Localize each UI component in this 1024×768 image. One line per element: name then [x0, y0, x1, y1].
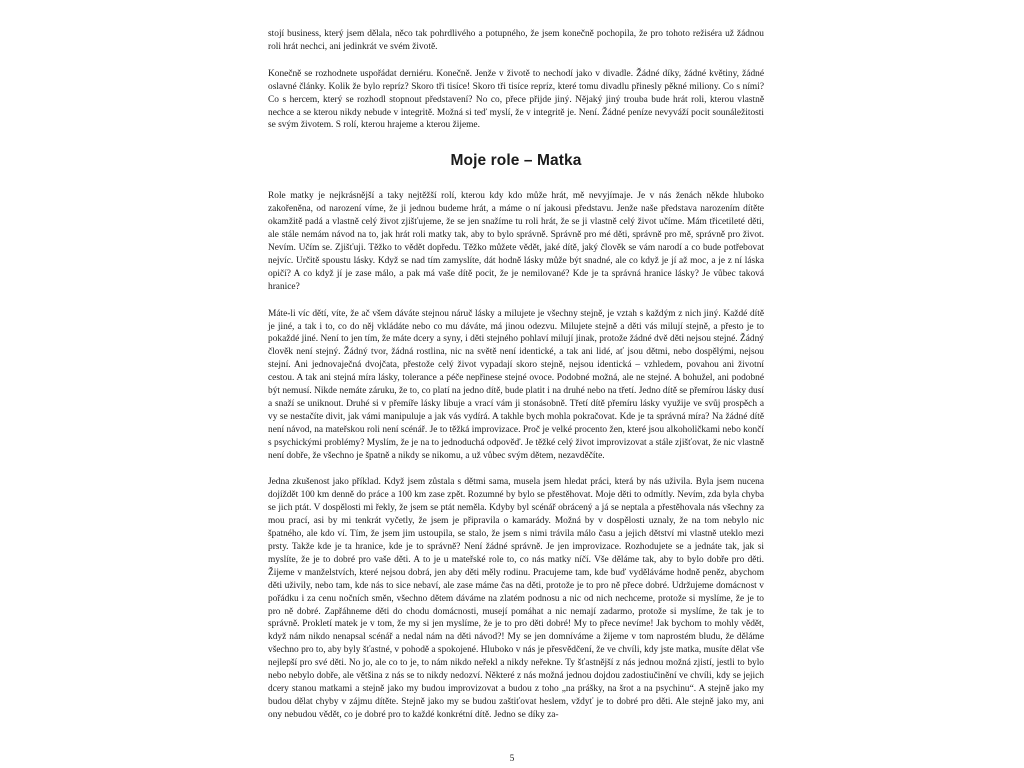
paragraph-body-3: Jedna zkušenost jako příklad. Když jsem zůstala s dětmi sama, musela jsem hledat práci, která by nás uživila. Byla jsem nucena dojíždět 100 km denně do práce a 100 km zase zpět. Rozumné by bylo se přestěhovat. Moje děti to odmítly. Nevím, zda byla chyba se jich ptát. V dospělosti mi řekly, že jsem se ptát neměla. Kdyby byl scénář obrácený a já se neptala a přestěhovala nás všechny za mou prací, asi by mi tenkrát vyčetly, že jsem je připravila o kamarády. Možná by v dospělosti uznaly, že na tom nebylo nic špatného, ale kdo ví. Tím, že jsem jim ustoupila, se stalo, že jsem s nimi trávila málo času a jejich dětství mi vlastně uteklo mezi prsty. Takže kde je ta hranice, kde je to správně? Není žádné správně. Je jen improvizace. Rozhodujete se a jednáte tak, jak si myslíte, že je to dobré pro vaše děti. A to je u mateřské role to, co nás matky níčí. Vše děláme tak, aby to bylo dobře pro děti. Žijeme v manželstvích, které nejsou dobrá, jen aby děti měly rodinu. Pracujeme tam, kde buď vyděláváme hodně peněz, abychom děti uživily, nebo tam, kde nás to sice nebaví, ale zase máme čas na děti, protože je to pro ně přece dobré. Udržujeme domácnost v pořádku i za cenu nočních směn, všechno dětem dáváme na zlatém podnosu a nic od nich nechceme, protože si myslíme, že je to pro ně dobré. Zapřáhneme děti do chodu domácnosti, musejí pomáhat a nic nemají zadarmo, protože si myslíme, že tak je to správně. Prokletí matek je v tom, že my si jen myslíme, že je to pro děti dobré! My to přece nevíme! Jak bychom to mohly vědět, když nám nikdo nenapsal scénář a nedal nám na děti návod?! My se jen domníváme a žijeme v tom naprostém bludu, že děláme všechno pro to, aby byly šťastné, v pohodě a spokojené. Hluboko v nás je přesvědčení, že ve chvíli, kdy jste matka, musíte dělat vše nejlepší pro své děti. No jo, ale co to je, to nám nikdo neřekl a nikdy neřekne. Ty šťastnější z nás jednou možná zjistí, jestli to bylo nebo nebylo dobře, ale většina z nás se to nikdy nedozví. Některé z nás možná jednou dojdou zadostiučinění ve chvíli, kdy se jejich dcery stanou matkami a stejně jako my budou improvizovat a budou z toho „na prášky, na šrot a na psychinu“. A stejně jako my budou dělat chyby v zájmu dítěte. Stejně jako my se budou zaštiťovat heslem, vždyť je to dobré pro děti. Ale stejně jako my, ani ony nebudou vědět, co je dobré pro to každé konkrétní dítě. Jedno se díky za-	[268, 477, 764, 720]
book-page	[268, 28, 764, 766]
paragraph-intro-1: stojí business, který jsem dělala, něco tak pohrdlivého a potupného, že jsem konečně pochopila, že pro tohoto režiséra už žádnou roli hrát nechci, ani jedinkrát ve svém životě.	[268, 29, 764, 52]
paragraph-intro-2: Konečně se rozhodnete uspořádat derniéru. Konečně. Jenže v životě to nechodí jako v divadle. Žádné díky, žádné květiny, žádné oslavné články. Kolik že bylo repríz? Skoro tři tisíce! Skoro tři tisíce repríz, které tomu divadlu přinesly pěkné miliony. Co s ními? Co s hercem, který se rozhodl stopnout představení? No co, přece přijde jiný. Nějaký jiný trouba bude hrát roli, kterou vlastně nechce a se kterou nikdy nebude v integritě. Možná si teď myslí, že v integritě je. Není. Žádné peníze nevyváží pocit sounáležitosti se svým životem. S rolí, kterou hrajeme a kterou žijeme.	[268, 68, 764, 131]
page-number: 5	[509, 754, 515, 764]
paragraph-body-1: Role matky je nejkrásnější a taky nejtěžší rolí, kterou kdy kdo může hrát, mě nevyjímaje. Je v nás ženách někde hluboko zakořeněna, od narození víme, že ji jednou budeme hrát, a máme o ní jakousi představu. Jenže naše představa narozením dítěte okamžitě padá a vlastně celý život zjišťujeme, že se jen snažíme tu roli hrát, že se ji vlastně celý život učíme. Mám třicetileté děti, ale stále nemám návod na to, jak hrát roli matky tak, aby to bylo správně. Správně pro mé děti, správně pro mě, správně pro život. Nevím. Učím se. Zjišťuji. Těžko to vědět dopředu. Těžko můžete vědět, jaké dítě, jaký člověk se vám narodí a co bude potřebovat nejvíc. Určitě spoustu lásky. Když se nad tím zamyslíte, dát hodně lásky může být snadné, ale co když je jí až moc, a je z ní láska opičí? A co když jí je zase málo, a pak má vaše dítě pocit, že je nemilované? Kde je ta správná hranice lásky? Je vůbec taková hranice?	[268, 191, 764, 292]
section-heading: Moje role – Matka	[450, 152, 582, 170]
paragraph-body-2: Máte-li víc dětí, víte, že ač všem dáváte stejnou náruč lásky a milujete je všechny stejně, je vztah s každým z nich jiný. Každé dítě je jiné, a tak i to, co do něj vkládáte nebo co mu dáváte, má jinou odezvu. Milujete stejně a děti vás milují stejně, a přesto je to pokaždé jiné. Není to jen tím, že máte dcery a syny, i děti stejného pohlaví milují jinak, protože žádné dvě děti nejsou stejné. Žádný člověk není stejný. Žádný tvor, žádná rostlina, nic na světě není identické, a tak ani lidé, ať jsou dětmi, nebo dospělými, nejsou stejní. Ani jednovaječná dvojčata, přestože celý život vypadají skoro stejně, nejsou identická – vzhledem, povahou ani životní cestou. A tak ani stejná míra lásky, tolerance a péče nepřinese stejné ovoce. Podobné možná, ale ne stejné. A bohužel, ani podobné být nemusí. Nikde nemáte záruku, že to, co platí na jedno dítě, bude platit i na druhé nebo na třetí. Jedno dítě se přemírou lásky dusí a snaží se uniknout. Druhé si v přemíře lásky libuje a vrací vám ji stonásobně. Třetí dítě přemíru lásky využije ve svůj prospěch a vy se nestačíte divit, jak vámi manipuluje a jak vás vydírá. A takhle bych mohla pokračovat. Kde je ta správná míra? Na žádné dítě není návod, na mateřskou roli není scénář. Je to těžká improvizace. Proč je velké procento žen, které jsou alkoholičkami nebo končí s psychickými problémy? Myslím, že je na to jednoduchá odpověď. Je těžké celý život improvizovat a stále zjišťovat, že nic vlastně není dobře, že všechno je špatně a nikdy se nikomu, a už vůbec svým dětem, nezavděčíte.	[268, 308, 764, 461]
